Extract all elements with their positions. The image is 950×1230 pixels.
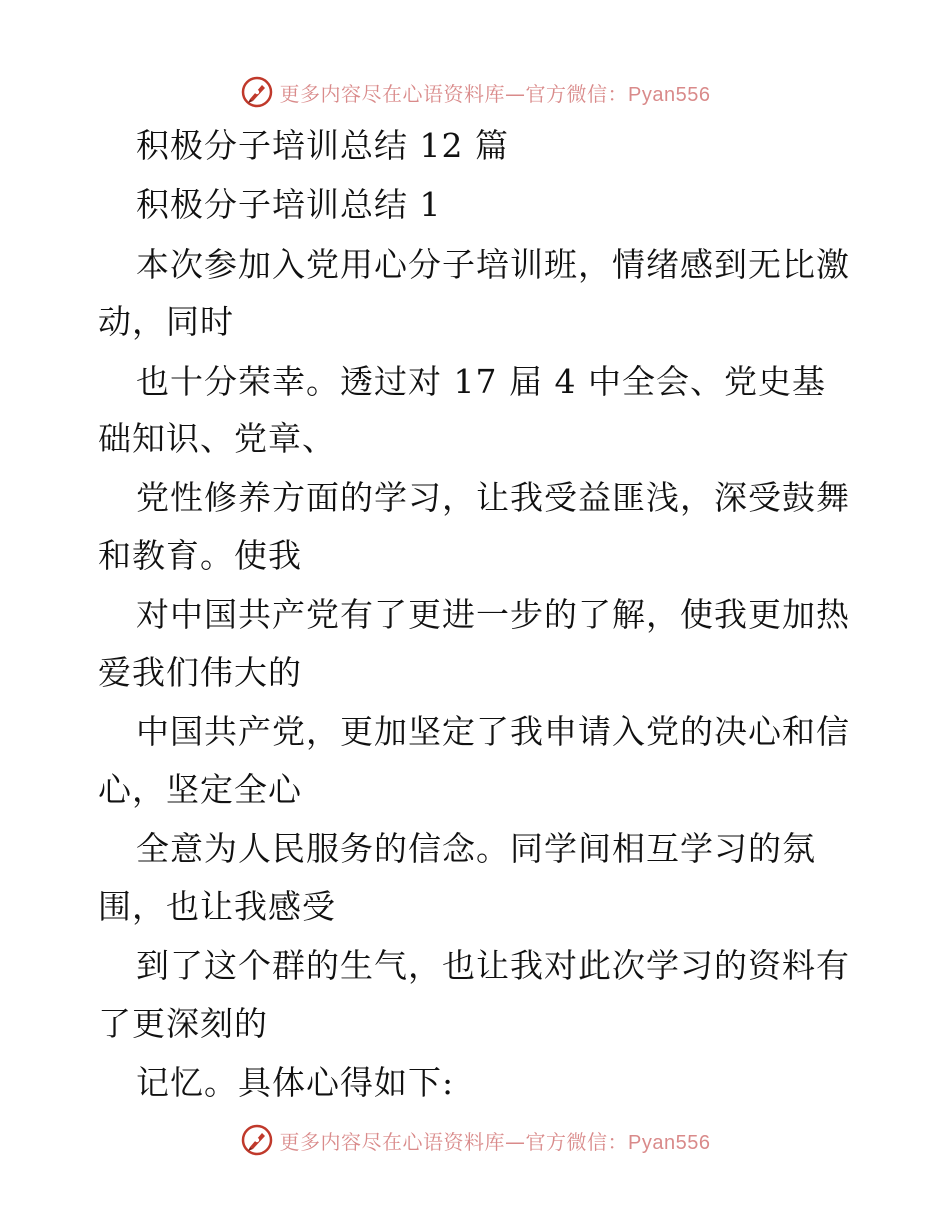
header-watermark	[0, 72, 950, 112]
watermark-wechat-label: 官方微信：	[525, 81, 629, 106]
paragraph-line: 党性修养方面的学习，让我受益匪浅，深受鼓舞	[136, 478, 850, 517]
section-heading: 积极分子培训总结 1	[136, 185, 442, 224]
watermark-text	[280, 1126, 711, 1155]
paragraph-line: 到了这个群的生气，也让我对此次学习的资料有	[136, 946, 850, 985]
paragraph-line: 动，同时	[98, 302, 234, 341]
paragraph-line: 了更深刻的	[98, 1004, 268, 1043]
watermark-separator: —	[505, 1129, 526, 1154]
document-title: 积极分子培训总结 12 篇	[136, 126, 509, 165]
paragraph-line: 中国共产党，更加坚定了我申请入党的决心和信	[136, 712, 850, 751]
watermark-wechat-label: 官方微信：	[525, 1129, 629, 1154]
footer-watermark	[0, 1120, 950, 1160]
paragraph-line: 和教育。使我	[98, 536, 302, 575]
paragraph-line: 记忆。具体心得如下:	[136, 1063, 455, 1102]
paragraph-line: 也十分荣幸。透过对 17 届 4 中全会、党史基	[136, 362, 826, 401]
watermark-brand: 更多内容尽在心语资料库	[279, 81, 506, 106]
paragraph-line: 对中国共产党有了更进一步的了解，使我更加热	[136, 595, 850, 634]
watermark-text	[280, 78, 711, 107]
pen-logo-icon	[240, 1123, 274, 1157]
watermark-wechat-handle: Pyan556	[628, 83, 711, 106]
watermark-brand: 更多内容尽在心语资料库	[279, 1129, 506, 1154]
paragraph-line: 围，也让我感受	[98, 887, 336, 926]
watermark-wechat-handle: Pyan556	[628, 1131, 711, 1154]
watermark-separator: —	[505, 81, 526, 106]
paragraph-line: 爱我们伟大的	[98, 653, 302, 692]
paragraph-line: 心，坚定全心	[98, 770, 302, 809]
paragraph-line: 础知识、党章、	[98, 419, 336, 458]
pen-logo-icon	[240, 75, 274, 109]
paragraph-line: 全意为人民服务的信念。同学间相互学习的氛	[136, 829, 816, 868]
paragraph-line: 本次参加入党用心分子培训班，情绪感到无比激	[136, 245, 850, 284]
